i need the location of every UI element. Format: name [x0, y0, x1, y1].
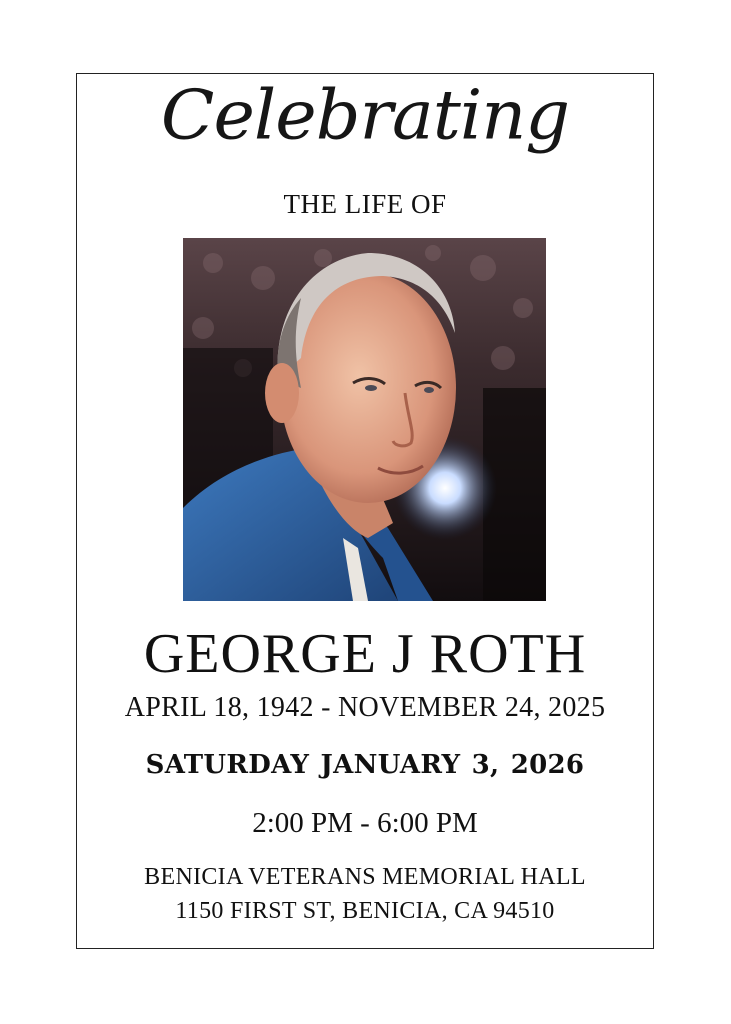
- life-of-subtitle: THE LIFE OF: [283, 189, 447, 219]
- service-time: 2:00 PM - 6:00 PM: [252, 807, 478, 839]
- venue-name: BENICIA VETERANS MEMORIAL HALL: [144, 864, 586, 890]
- venue-address: 1150 FIRST ST, BENICIA, CA 94510: [175, 898, 555, 924]
- deceased-name: GEORGE J ROTH: [143, 623, 587, 685]
- portrait-illustration: [183, 238, 546, 601]
- life-dates: APRIL 18, 1942 - NOVEMBER 24, 2025: [124, 692, 606, 723]
- service-date: SATURDAY JANUARY 3, 2026: [145, 750, 585, 780]
- memorial-card: [76, 73, 654, 949]
- celebrating-heading: Celebrating: [160, 74, 570, 156]
- portrait-photo: [183, 238, 546, 601]
